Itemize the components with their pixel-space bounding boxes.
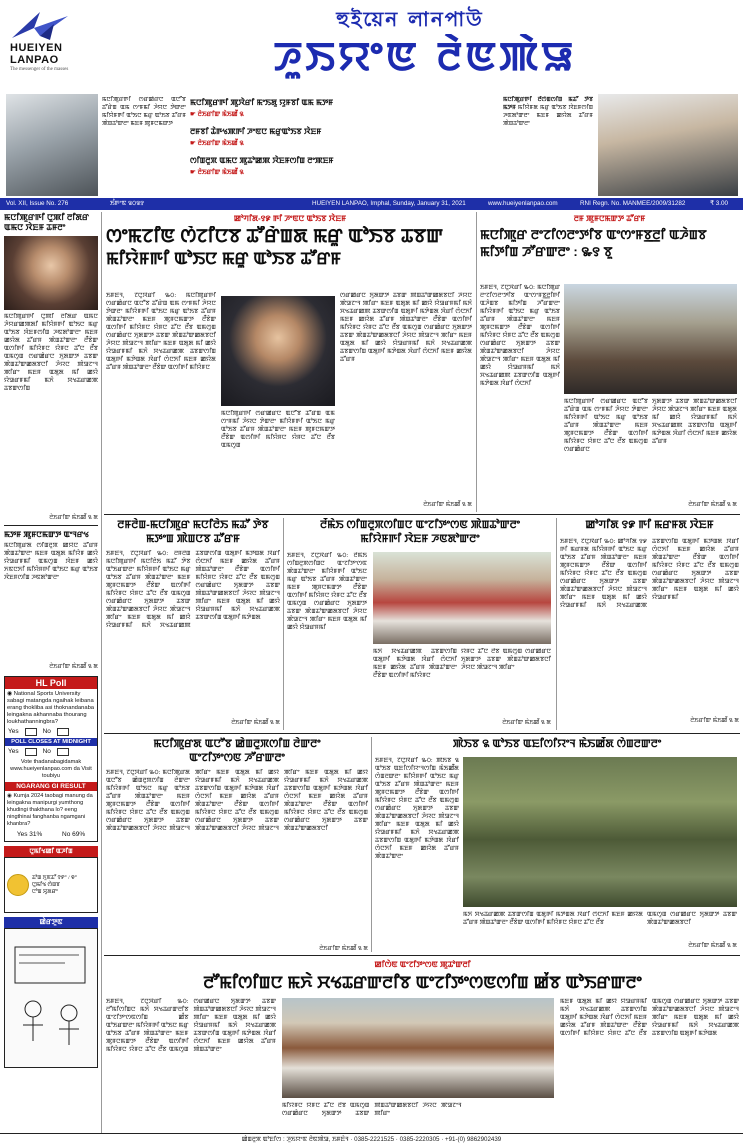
teaser-more[interactable]: ☛ ꯂꯥꯏꯔꯤꯛ ꯃꯥꯏꯀꯩ ꯲ bbox=[190, 111, 244, 118]
vol-issue: Vol. XII, Issue No. 276 bbox=[6, 200, 69, 207]
low-right-col2: ꯃꯈꯥ ꯆꯠꯊꯔꯀꯄ ꯊꯕꯛꯁꯤꯡ ꯑꯗꯨꯒꯤ ꯃꯇꯥꯡꯗ ꯋꯥꯔꯤ ꯁꯥꯅꯈꯤ ꯃꯐꯝ ꯀꯌꯥꯗ ꯊꯧꯔꯝ ꯄꯥꯡꯊꯣꯛꯂꯦ ꯂꯩꯕꯥꯛ ꯑꯁꯤꯒꯤ ꯃꯤꯌꯥꯝꯅ ꯌꯥꯝꯅ ꯊꯧꯅ ꯂꯩꯕ bbox=[463, 911, 643, 926]
right-story-col2: ꯃꯅꯤꯄꯨꯔꯒꯤ ꯁꯔꯀꯥꯔꯅ ꯑꯅꯧꯕ ꯊꯧꯔꯥꯡ ꯑꯃ ꯁꯦꯝꯃꯤ ꯍꯥꯌꯅ ꯇꯥꯛꯂꯦ ꯃꯤꯌꯥꯝꯒꯤ ꯑꯣꯏꯅ ꯃꯔꯨ ꯑꯣꯏꯕ ꯊꯧꯔꯝ ꯄꯥꯡꯊꯣꯛꯂꯦ ꯃꯐꯝ ꯄꯨꯝꯅꯃꯛꯇ ꯂꯩꯕꯥꯛ ꯑꯁꯤꯒꯤ ꯃꯤꯌꯥꯝꯅ ꯌꯥꯝꯅ ꯊꯧꯅ ꯂꯩꯕ ꯑꯃꯁꯨꯡ ꯁꯔꯀꯥꯔꯅ bbox=[564, 398, 648, 453]
footer bbox=[0, 1133, 743, 1145]
row-divider-1 bbox=[104, 514, 740, 515]
mid-story-2 bbox=[287, 518, 553, 730]
brand-lanpao: LANPAO bbox=[10, 54, 59, 66]
left-headline-2[interactable]: ꯃꯇꯝ ꯄꯨꯝꯅꯃꯛꯇ ꯑꯦꯜꯔꯠ bbox=[4, 530, 89, 539]
price: ₹ 3.00 bbox=[710, 200, 729, 207]
bottom-story-col1: ꯏꯝꯐꯥꯜ, ꯖꯥꯅꯨꯋꯥꯔꯤ ꯳꯰: ꯂꯧꯃꯤꯁꯤꯡꯅ ꯃꯈꯥ ꯆꯠꯊꯔꯛꯂꯤꯕ ꯑꯦꯖꯤꯇꯦꯁꯟꯁꯤꯡ ꯀꯪꯕ ꯑꯣꯏꯔꯛꯂꯦ ꯃꯤꯌꯥꯝꯒꯤ ꯑꯣꯏꯅ ꯃꯔꯨ ꯑꯣꯏꯕ ꯊꯧꯔꯝ ꯄꯥꯡꯊꯣꯛꯂꯦ ꯃꯐꯝ ꯄꯨꯝꯅꯃꯛꯇ ꯂꯩꯕꯥꯛ ꯑꯁꯤꯒꯤ ꯃꯤꯌꯥꯝꯅ ꯌꯥꯝꯅ ꯊꯧꯅ ꯂꯩꯕ ꯑꯃꯁꯨꯡ ꯁꯔꯀꯥꯔꯅ ꯈꯨꯗꯛꯇ ꯊꯕꯛ ꯄꯥꯡꯊꯣꯛꯀꯗꯕꯅꯤ ꯍꯥꯌꯅ ꯄꯥꯎꯖꯦꯜ ꯄꯤꯔꯦ ꯃꯐꯝ ꯑꯗꯨꯗ ꯃꯤ ꯀꯌꯥ ꯌꯥꯎꯔꯝꯃꯤ ꯃꯈꯥ ꯆꯠꯊꯔꯀꯄ ꯊꯕꯛꯁꯤꯡ ꯑꯗꯨꯒꯤ ꯃꯇꯥꯡꯗ ꯋꯥꯔꯤ ꯁꯥꯅꯈꯤ ꯃꯐꯝ ꯀꯌꯥꯗ ꯊꯧꯔꯝ ꯄꯥꯡꯊꯣꯛꯂꯦ bbox=[106, 998, 276, 1053]
dateline-bar bbox=[0, 198, 743, 210]
low-right-headline[interactable]: ꯄꯥꯏꯕ ꯲ ꯑꯣꯏꯕ ꯑꯐꯤꯁꯤꯌꯦꯜ ꯃꯥꯏꯀꯩꯗ ꯁꯥꯡꯂꯛꯂꯦ bbox=[452, 738, 662, 750]
poll-closes: POLL CLOSES AT MIDNIGHT bbox=[5, 738, 97, 746]
mid-story-2-headline-2[interactable]: ꯃꯤꯌꯥꯝꯒꯤ ꯋꯥꯐꯝ ꯍꯟꯗꯣꯛꯂꯦ bbox=[360, 533, 480, 545]
paper-dateline: HUEIYEN LANPAO, Imphal, Sunday, January 31, 2021 bbox=[312, 200, 466, 207]
brand-tagline: The messenger of the masses bbox=[10, 67, 69, 72]
poll-options-2 bbox=[5, 746, 97, 758]
masthead bbox=[0, 0, 743, 92]
poll-no-checkbox-2[interactable] bbox=[57, 748, 69, 756]
bottom-story-photo-caption: ꯃꯤꯌꯥꯝꯅ ꯌꯥꯝꯅ ꯊꯧꯅ ꯂꯩꯕ ꯑꯃꯁꯨꯡ ꯁꯔꯀꯥꯔꯅ ꯈꯨꯗꯛꯇ ꯊꯕꯛ ꯄꯥꯡꯊꯣꯛꯀꯗꯕꯅꯤ ꯍꯥꯌꯅ ꯄꯥꯎꯖꯦꯜ ꯄꯤꯔꯦ bbox=[282, 1102, 462, 1117]
left-headline[interactable]: ꯃꯅꯤꯄꯨꯔꯒꯤ ꯅꯨꯄꯤ ꯂꯤꯗꯔ ꯑꯃꯅ ꯋꯥꯐꯝ ꯊꯝꯂꯦ bbox=[4, 212, 89, 232]
right-story-headline[interactable]: ꯃꯅꯤꯄꯨꯔ ꯂꯦꯖꯤꯁꯂꯦꯇꯤꯕ ꯑꯦꯁꯦꯝꯕ꯭ꯂꯤ ꯑꯍꯥꯡꯕ bbox=[480, 227, 707, 242]
leader-photo bbox=[4, 236, 98, 310]
poll-no-checkbox[interactable] bbox=[57, 728, 69, 736]
mid-story-2-headline[interactable]: ꯂꯩꯃꯥꯏ ꯁꯤꯡꯂꯨꯞꯁꯤꯡꯅ ꯑꯦꯖꯤꯇꯦꯁꯟ ꯄꯥꯡꯊꯣꯛꯂꯦ bbox=[319, 519, 521, 531]
teaser-right-head: ꯃꯅꯤꯄꯨꯔꯒꯤ ꯂꯩꯁꯥꯡꯁꯤꯡ ꯃꯊꯧ ꯇꯥꯕ ꯃꯇꯝ bbox=[503, 97, 593, 111]
left-turn-2[interactable]: ꯂꯥꯏꯔꯤꯛ ꯃꯥꯏꯀꯩ ꯲ ꯗ bbox=[49, 664, 98, 670]
teaser-item[interactable]: ꯂꯝꯕꯤ ꯊꯥꯒꯠꯄꯒꯤ ꯍꯦꯟꯅ ꯃꯔꯨꯑꯣꯏꯕ ꯋꯥꯐꯝ bbox=[190, 127, 322, 136]
poll-no-label-2[interactable]: No bbox=[42, 748, 51, 755]
left-divider bbox=[4, 525, 98, 526]
native-date: ꯏꯪꯒꯦꯟ ꯲꯰꯲꯱ bbox=[110, 200, 145, 207]
low-right-turn[interactable]: ꯂꯥꯏꯔꯤꯛ ꯃꯥꯏꯀꯩ ꯲ ꯗ bbox=[688, 943, 737, 949]
mid-story-2-photo bbox=[373, 552, 551, 644]
poll-question bbox=[5, 689, 97, 728]
top-story-headline-2[interactable]: ꯃꯤꯌꯥꯝꯒꯤ ꯑꯣꯏꯅ ꯃꯔꯨ ꯑꯣꯏꯕ ꯊꯧꯔꯝ bbox=[106, 249, 342, 268]
right-story-turn[interactable]: ꯂꯥꯏꯔꯤꯛ ꯃꯥꯏꯀꯩ ꯲ ꯗ bbox=[688, 502, 737, 508]
right-story bbox=[480, 212, 739, 512]
poll-question-text: National Sports University sabagi matangda ngaihak leibana erang thokliba asi thoknandanaba leingakna akhannaba thourang loukhathanningbra? bbox=[7, 691, 95, 725]
teaser-center bbox=[190, 96, 490, 196]
low-left-text: ꯏꯝꯐꯥꯜ, ꯖꯥꯅꯨꯋꯥꯔꯤ ꯳꯰: ꯃꯅꯤꯄꯨꯔꯗ ꯑꯅꯧꯕ ꯀꯥꯡꯂꯨꯞꯁꯤꯡ ꯂꯥꯛꯂꯦ ꯃꯤꯌꯥꯝꯒꯤ ꯑꯣꯏꯅ ꯃꯔꯨ ꯑꯣꯏꯕ ꯊꯧꯔꯝ ꯄꯥꯡꯊꯣꯛꯂꯦ ꯃꯐꯝ ꯄꯨꯝꯅꯃꯛꯇ ꯂꯩꯕꯥꯛ ꯑꯁꯤꯒꯤ ꯃꯤꯌꯥꯝꯅ ꯌꯥꯝꯅ ꯊꯧꯅ ꯂꯩꯕ ꯑꯃꯁꯨꯡ ꯁꯔꯀꯥꯔꯅ ꯈꯨꯗꯛꯇ ꯊꯕꯛ ꯄꯥꯡꯊꯣꯛꯀꯗꯕꯅꯤ ꯍꯥꯌꯅ ꯄꯥꯎꯖꯦꯜ ꯄꯤꯔꯦ ꯃꯐꯝ ꯑꯗꯨꯗ ꯃꯤ ꯀꯌꯥ ꯌꯥꯎꯔꯝꯃꯤ ꯃꯈꯥ ꯆꯠꯊꯔꯀꯄ ꯊꯕꯛꯁꯤꯡ ꯑꯗꯨꯒꯤ ꯃꯇꯥꯡꯗ ꯋꯥꯔꯤ ꯁꯥꯅꯈꯤ ꯃꯐꯝ ꯀꯌꯥꯗ ꯊꯧꯔꯝ ꯄꯥꯡꯊꯣꯛꯂꯦ ꯂꯩꯕꯥꯛ ꯑꯁꯤꯒꯤ ꯃꯤꯌꯥꯝꯅ ꯌꯥꯝꯅ ꯊꯧꯅ ꯂꯩꯕ ꯑꯃꯁꯨꯡ ꯁꯔꯀꯥꯔꯅ ꯈꯨꯗꯛꯇ ꯊꯕꯛ ꯄꯥꯡꯊꯣꯛꯀꯗꯕꯅꯤ ꯍꯥꯌꯅ ꯄꯥꯎꯖꯦꯜ ꯄꯤꯔꯦ ꯃꯐꯝ ꯑꯗꯨꯗ ꯃꯤ ꯀꯌꯥ ꯌꯥꯎꯔꯝꯃꯤ ꯃꯈꯥ ꯆꯠꯊꯔꯀꯄ ꯊꯕꯛꯁꯤꯡ ꯑꯗꯨꯒꯤ ꯃꯇꯥꯡꯗ ꯋꯥꯔꯤ ꯁꯥꯅꯈꯤ ꯃꯐꯝ ꯀꯌꯥꯗ ꯊꯧꯔꯝ ꯄꯥꯡꯊꯣꯛꯂꯦ ꯂꯩꯕꯥꯛ ꯑꯁꯤꯒꯤ ꯃꯤꯌꯥꯝꯅ ꯌꯥꯝꯅ ꯊꯧꯅ ꯂꯩꯕ ꯑꯃꯁꯨꯡ ꯁꯔꯀꯥꯔꯅ ꯈꯨꯗꯛꯇ ꯊꯕꯛ ꯄꯥꯡꯊꯣꯛꯀꯗꯕꯅꯤ bbox=[106, 769, 368, 832]
cartoon-drawing-icon bbox=[5, 929, 97, 1067]
poll-radio-icon: ◉ bbox=[7, 793, 12, 799]
mid-divider-b bbox=[556, 518, 557, 730]
poll-yes-label-2[interactable]: Yes bbox=[8, 748, 19, 755]
teaser-more[interactable]: ☛ ꯂꯥꯏꯔꯤꯛ ꯃꯥꯏꯀꯩ ꯲ bbox=[190, 169, 244, 176]
brand-hueiyen: HUEIYEN bbox=[10, 42, 63, 54]
teaser-more[interactable]: ☛ ꯂꯥꯏꯔꯤꯛ ꯃꯥꯏꯀꯩ ꯲ bbox=[190, 140, 244, 147]
mid-story-3-headline[interactable]: ꯀꯣꯚꯤꯗ ꯱꯹ ꯒꯤ ꯃꯔꯝꯗ ꯋꯥꯐꯝ bbox=[585, 519, 714, 531]
right-story-photo bbox=[564, 284, 737, 394]
weather-box bbox=[4, 857, 98, 913]
poll-result-title: NGARANG GI RESULT bbox=[5, 782, 97, 791]
mid-story-2-turn[interactable]: ꯂꯥꯏꯔꯤꯛ ꯃꯥꯏꯀꯩ ꯲ ꯗ bbox=[502, 720, 551, 726]
low-left-story bbox=[106, 737, 368, 952]
teaser-photo-right bbox=[598, 94, 738, 196]
poll-box bbox=[4, 676, 98, 842]
right-story-col1: ꯏꯝꯐꯥꯜ, ꯖꯥꯅꯨꯋꯥꯔꯤ ꯳꯰: ꯃꯅꯤꯄꯨꯔ ꯂꯦꯖꯤꯁꯂꯦꯇꯤꯕ ꯑꯦꯁꯦꯝꯕ꯭ꯂꯤꯒꯤ ꯑꯍꯥꯡꯕ ꯃꯤꯇꯤꯡ ꯍꯧꯔꯛꯂꯦ ꯃꯤꯌꯥꯝꯒꯤ ꯑꯣꯏꯅ ꯃꯔꯨ ꯑꯣꯏꯕ ꯊꯧꯔꯝ ꯄꯥꯡꯊꯣꯛꯂꯦ ꯃꯐꯝ ꯄꯨꯝꯅꯃꯛꯇ ꯂꯩꯕꯥꯛ ꯑꯁꯤꯒꯤ ꯃꯤꯌꯥꯝꯅ ꯌꯥꯝꯅ ꯊꯧꯅ ꯂꯩꯕ ꯑꯃꯁꯨꯡ ꯁꯔꯀꯥꯔꯅ ꯈꯨꯗꯛꯇ ꯊꯕꯛ ꯄꯥꯡꯊꯣꯛꯀꯗꯕꯅꯤ ꯍꯥꯌꯅ ꯄꯥꯎꯖꯦꯜ ꯄꯤꯔꯦ ꯃꯐꯝ ꯑꯗꯨꯗ ꯃꯤ ꯀꯌꯥ ꯌꯥꯎꯔꯝꯃꯤ ꯃꯈꯥ ꯆꯠꯊꯔꯀꯄ ꯊꯕꯛꯁꯤꯡ ꯑꯗꯨꯒꯤ ꯃꯇꯥꯡꯗ ꯋꯥꯔꯤ ꯁꯥꯅꯈꯤ bbox=[480, 284, 560, 387]
poll-radio-icon: ◉ bbox=[7, 691, 13, 697]
mid-story-3-text: ꯏꯝꯐꯥꯜ, ꯖꯥꯅꯨꯋꯥꯔꯤ ꯳꯰: ꯀꯣꯚꯤꯗ ꯱꯹ ꯒꯤ ꯃꯔꯝꯗ ꯃꯤꯌꯥꯝꯒꯤ ꯑꯣꯏꯅ ꯃꯔꯨ ꯑꯣꯏꯕ ꯊꯧꯔꯝ ꯄꯥꯡꯊꯣꯛꯂꯦ ꯃꯐꯝ ꯄꯨꯝꯅꯃꯛꯇ ꯂꯩꯕꯥꯛ ꯑꯁꯤꯒꯤ ꯃꯤꯌꯥꯝꯅ ꯌꯥꯝꯅ ꯊꯧꯅ ꯂꯩꯕ ꯑꯃꯁꯨꯡ ꯁꯔꯀꯥꯔꯅ ꯈꯨꯗꯛꯇ ꯊꯕꯛ ꯄꯥꯡꯊꯣꯛꯀꯗꯕꯅꯤ ꯍꯥꯌꯅ ꯄꯥꯎꯖꯦꯜ ꯄꯤꯔꯦ ꯃꯐꯝ ꯑꯗꯨꯗ ꯃꯤ ꯀꯌꯥ ꯌꯥꯎꯔꯝꯃꯤ ꯃꯈꯥ ꯆꯠꯊꯔꯀꯄ ꯊꯕꯛꯁꯤꯡ ꯑꯗꯨꯒꯤ ꯃꯇꯥꯡꯗ ꯋꯥꯔꯤ ꯁꯥꯅꯈꯤ ꯃꯐꯝ ꯀꯌꯥꯗ ꯊꯧꯔꯝ ꯄꯥꯡꯊꯣꯛꯂꯦ ꯂꯩꯕꯥꯛ ꯑꯁꯤꯒꯤ ꯃꯤꯌꯥꯝꯅ ꯌꯥꯝꯅ ꯊꯧꯅ ꯂꯩꯕ ꯑꯃꯁꯨꯡ ꯁꯔꯀꯥꯔꯅ ꯈꯨꯗꯛꯇ ꯊꯕꯛ ꯄꯥꯡꯊꯣꯛꯀꯗꯕꯅꯤ ꯍꯥꯌꯅ ꯄꯥꯎꯖꯦꯜ ꯄꯤꯔꯦ ꯃꯐꯝ ꯑꯗꯨꯗ ꯃꯤ ꯀꯌꯥ ꯌꯥꯎꯔꯝꯃꯤ bbox=[560, 538, 739, 609]
bottom-story-photo bbox=[282, 998, 554, 1098]
mid-divider-a bbox=[283, 518, 284, 730]
mid-story-2-col2: ꯃꯈꯥ ꯆꯠꯊꯔꯀꯄ ꯊꯕꯛꯁꯤꯡ ꯑꯗꯨꯒꯤ ꯃꯇꯥꯡꯗ ꯋꯥꯔꯤ ꯁꯥꯅꯈꯤ ꯃꯐꯝ ꯀꯌꯥꯗ ꯊꯧꯔꯝ ꯄꯥꯡꯊꯣꯛꯂꯦ ꯂꯩꯕꯥꯛ ꯑꯁꯤꯒꯤ ꯃꯤꯌꯥꯝꯅ bbox=[373, 648, 457, 679]
poll-options bbox=[5, 728, 97, 738]
left-story2-text: ꯃꯅꯤꯄꯨꯔꯗ ꯁꯤꯡꯂꯨꯞ ꯀꯌꯥꯅ ꯊꯧꯔꯝ ꯄꯥꯡꯊꯣꯛꯂꯦ ꯃꯐꯝ ꯑꯗꯨꯗ ꯃꯤꯌꯥꯝ ꯀꯌꯥ ꯌꯥꯎꯔꯝꯃꯤ ꯑꯃꯁꯨꯡ ꯋꯥꯐꯝ ꯀꯌꯥ ꯈꯟꯅꯈꯤ ꯃꯤꯌꯥꯝꯒꯤ ꯑꯣꯏꯅ ꯃꯔꯨ ꯑꯣꯏꯕ ꯋꯥꯐꯝꯁꯤꯡ ꯍꯟꯗꯣꯛꯂꯦ bbox=[4, 542, 98, 581]
poll-result-values bbox=[5, 830, 97, 841]
poll-yes-checkbox[interactable] bbox=[25, 728, 37, 736]
low-left-headline[interactable]: ꯃꯅꯤꯄꯨꯔꯗ ꯑꯅꯧꯕ ꯀꯥꯡꯂꯨꯞꯁꯤꯡ ꯂꯥꯛꯂꯦ bbox=[153, 738, 321, 750]
mid-story-2-col1: ꯏꯝꯐꯥꯜ, ꯖꯥꯅꯨꯋꯥꯔꯤ ꯳꯰: ꯂꯩꯃꯥꯏ ꯁꯤꯡꯂꯨꯞꯁꯤꯡꯅ ꯑꯦꯖꯤꯇꯦꯁꯟ ꯄꯥꯡꯊꯣꯛꯂꯦ ꯃꯤꯌꯥꯝꯒꯤ ꯑꯣꯏꯅ ꯃꯔꯨ ꯑꯣꯏꯕ ꯊꯧꯔꯝ ꯄꯥꯡꯊꯣꯛꯂꯦ ꯃꯐꯝ ꯄꯨꯝꯅꯃꯛꯇ ꯂꯩꯕꯥꯛ ꯑꯁꯤꯒꯤ ꯃꯤꯌꯥꯝꯅ ꯌꯥꯝꯅ ꯊꯧꯅ ꯂꯩꯕ ꯑꯃꯁꯨꯡ ꯁꯔꯀꯥꯔꯅ ꯈꯨꯗꯛꯇ ꯊꯕꯛ ꯄꯥꯡꯊꯣꯛꯀꯗꯕꯅꯤ ꯍꯥꯌꯅ ꯄꯥꯎꯖꯦꯜ ꯄꯤꯔꯦ ꯃꯐꯝ ꯑꯗꯨꯗ ꯃꯤ ꯀꯌꯥ ꯌꯥꯎꯔꯝꯃꯤ bbox=[287, 552, 367, 631]
low-left-headline-2[interactable]: ꯑꯦꯖꯤꯇꯦꯁꯟ ꯍꯧꯔꯛꯂꯦ bbox=[189, 752, 285, 764]
low-right-col3: ꯑꯃꯁꯨꯡ ꯁꯔꯀꯥꯔꯅ ꯈꯨꯗꯛꯇ ꯊꯕꯛ ꯄꯥꯡꯊꯣꯛꯀꯗꯕꯅꯤ bbox=[647, 911, 737, 926]
bottom-story-kicker: ꯀꯤꯁꯥꯟ ꯑꯦꯖꯤꯇꯦꯁꯟ ꯄꯨꯊꯣꯛꯂꯤ bbox=[374, 960, 471, 969]
right-story-col3: ꯈꯨꯗꯛꯇ ꯊꯕꯛ ꯄꯥꯡꯊꯣꯛꯀꯗꯕꯅꯤ ꯍꯥꯌꯅ ꯄꯥꯎꯖꯦꯜ ꯄꯤꯔꯦ ꯃꯐꯝ ꯑꯗꯨꯗ ꯃꯤ ꯀꯌꯥ ꯌꯥꯎꯔꯝꯃꯤ ꯃꯈꯥ ꯆꯠꯊꯔꯀꯄ ꯊꯕꯛꯁꯤꯡ ꯑꯗꯨꯒꯤ ꯃꯇꯥꯡꯗ ꯋꯥꯔꯤ ꯁꯥꯅꯈꯤ ꯃꯐꯝ ꯀꯌꯥꯗ ꯊꯧꯔꯝ bbox=[652, 398, 737, 445]
masthead-title-small: হুইয়েন লানপাউ bbox=[336, 7, 484, 31]
right-story-kicker: ꯂꯝ ꯄꯨꯝꯅꯃꯛꯇ ꯊꯧꯔꯝ bbox=[573, 214, 646, 223]
low-left-turn[interactable]: ꯂꯥꯏꯔꯤꯛ ꯃꯥꯏꯀꯩ ꯲ ꯗ bbox=[319, 946, 368, 952]
teaser-item[interactable]: ꯁꯤꯡꯂꯨꯞ ꯑꯃꯅ ꯄꯨꯊꯣꯀꯄ ꯋꯥꯐꯝꯁꯤꯡ ꯂꯦꯄꯐꯝ bbox=[190, 156, 334, 165]
teaser-photo-left bbox=[6, 94, 98, 196]
weather-text: ꯊꯣꯡ ꯈꯨꯟꯊꯧ ꯱꯸° / ꯶° ꯅꯨꯃꯤꯠ ꯁꯥꯡꯕ ꯅꯣꯡ ꯆꯨꯗꯔꯦ bbox=[32, 874, 77, 895]
poll-yes-result: Yes 31% bbox=[16, 831, 43, 838]
poll-vote-link[interactable]: Vote thadanabagidamak www.hueiyenlanpao.com da Visit toubiyu bbox=[10, 759, 92, 779]
mid-story-1-text: ꯏꯝꯐꯥꯜ, ꯖꯥꯅꯨꯋꯥꯔꯤ ꯳꯰: ꯂꯝꯂꯥꯡ ꯃꯅꯤꯄꯨꯔꯒꯤ ꯃꯅꯤꯂꯥꯏ ꯃꯊꯧ ꯇꯥꯕ ꯑꯣꯏꯔꯛꯂꯦ ꯃꯤꯌꯥꯝꯒꯤ ꯑꯣꯏꯅ ꯃꯔꯨ ꯑꯣꯏꯕ ꯊꯧꯔꯝ ꯄꯥꯡꯊꯣꯛꯂꯦ ꯃꯐꯝ ꯄꯨꯝꯅꯃꯛꯇ ꯂꯩꯕꯥꯛ ꯑꯁꯤꯒꯤ ꯃꯤꯌꯥꯝꯅ ꯌꯥꯝꯅ ꯊꯧꯅ ꯂꯩꯕ ꯑꯃꯁꯨꯡ ꯁꯔꯀꯥꯔꯅ ꯈꯨꯗꯛꯇ ꯊꯕꯛ ꯄꯥꯡꯊꯣꯛꯀꯗꯕꯅꯤ ꯍꯥꯌꯅ ꯄꯥꯎꯖꯦꯜ ꯄꯤꯔꯦ ꯃꯐꯝ ꯑꯗꯨꯗ ꯃꯤ ꯀꯌꯥ ꯌꯥꯎꯔꯝꯃꯤ ꯃꯈꯥ ꯆꯠꯊꯔꯀꯄ ꯊꯕꯛꯁꯤꯡ ꯑꯗꯨꯒꯤ ꯃꯇꯥꯡꯗ ꯋꯥꯔꯤ ꯁꯥꯅꯈꯤ ꯃꯐꯝ ꯀꯌꯥꯗ ꯊꯧꯔꯝ ꯄꯥꯡꯊꯣꯛꯂꯦ ꯂꯩꯕꯥꯛ ꯑꯁꯤꯒꯤ ꯃꯤꯌꯥꯝꯅ ꯌꯥꯝꯅ ꯊꯧꯅ ꯂꯩꯕ ꯑꯃꯁꯨꯡ ꯁꯔꯀꯥꯔꯅ ꯈꯨꯗꯛꯇ ꯊꯕꯛ ꯄꯥꯡꯊꯣꯛꯀꯗꯕꯅꯤ ꯍꯥꯌꯅ ꯄꯥꯎꯖꯦꯜ ꯄꯤꯔꯦ ꯃꯐꯝ ꯑꯗꯨꯗ ꯃꯤ ꯀꯌꯥ ꯌꯥꯎꯔꯝꯃꯤ ꯃꯈꯥ ꯆꯠꯊꯔꯀꯄ ꯊꯕꯛꯁꯤꯡ ꯑꯗꯨꯒꯤ ꯃꯇꯥꯡꯗ bbox=[106, 550, 280, 629]
top-story bbox=[106, 212, 474, 512]
mid-story-1-headline[interactable]: ꯂꯝꯂꯥꯡ-ꯃꯅꯤꯄꯨꯔ ꯃꯅꯤꯂꯥꯏ ꯃꯊꯧ ꯇꯥꯕ bbox=[117, 519, 269, 531]
bottom-story-col2: ꯃꯐꯝ ꯑꯗꯨꯗ ꯃꯤ ꯀꯌꯥ ꯌꯥꯎꯔꯝꯃꯤ ꯃꯈꯥ ꯆꯠꯊꯔꯀꯄ ꯊꯕꯛꯁꯤꯡ ꯑꯗꯨꯒꯤ ꯃꯇꯥꯡꯗ ꯋꯥꯔꯤ ꯁꯥꯅꯈꯤ ꯃꯐꯝ ꯀꯌꯥꯗ ꯊꯧꯔꯝ ꯄꯥꯡꯊꯣꯛꯂꯦ ꯂꯩꯕꯥꯛ ꯑꯁꯤꯒꯤ ꯃꯤꯌꯥꯝꯅ ꯌꯥꯝꯅ ꯊꯧꯅ ꯂꯩꯕ ꯑꯃꯁꯨꯡ ꯁꯔꯀꯥꯔꯅ ꯈꯨꯗꯛꯇ ꯊꯕꯛ ꯄꯥꯡꯊꯣꯛꯀꯗꯕꯅꯤ ꯍꯥꯌꯅ ꯄꯥꯎꯖꯦꯜ ꯄꯤꯔꯦ ꯃꯐꯝ ꯑꯗꯨꯗ ꯃꯤ ꯀꯌꯥ ꯌꯥꯎꯔꯝꯃꯤ ꯃꯈꯥ ꯆꯠꯊꯔꯀꯄ ꯊꯕꯛꯁꯤꯡ ꯑꯗꯨꯒꯤ ꯃꯇꯥꯡꯗ bbox=[560, 998, 739, 1037]
rni-number: RNI Regn. No. MANMEE/2009/31282 bbox=[580, 200, 686, 207]
top-story-headline[interactable]: ꯁꯦꯃꯖꯤꯟ ꯁꯥꯖꯤꯅꯕ ꯊꯧꯔꯥꯡꯗ ꯃꯔꯨ ꯑꯣꯏꯕ ꯊꯕꯛ bbox=[106, 226, 444, 247]
top-story-col1: ꯏꯝꯐꯥꯜ, ꯖꯥꯅꯨꯋꯥꯔꯤ ꯳꯰: ꯃꯅꯤꯄꯨꯔꯒꯤ ꯁꯔꯀꯥꯔꯅ ꯑꯅꯧꯕ ꯊꯧꯔꯥꯡ ꯑꯃ ꯁꯦꯝꯃꯤ ꯍꯥꯌꯅ ꯇꯥꯛꯂꯦ ꯃꯤꯌꯥꯝꯒꯤ ꯑꯣꯏꯅ ꯃꯔꯨ ꯑꯣꯏꯕ ꯊꯧꯔꯝ ꯄꯥꯡꯊꯣꯛꯂꯦ ꯃꯐꯝ ꯄꯨꯝꯅꯃꯛꯇ ꯂꯩꯕꯥꯛ ꯑꯁꯤꯒꯤ ꯃꯤꯌꯥꯝꯅ ꯌꯥꯝꯅ ꯊꯧꯅ ꯂꯩꯕ ꯑꯃꯁꯨꯡ ꯁꯔꯀꯥꯔꯅ ꯈꯨꯗꯛꯇ ꯊꯕꯛ ꯄꯥꯡꯊꯣꯛꯀꯗꯕꯅꯤ ꯍꯥꯌꯅ ꯄꯥꯎꯖꯦꯜ ꯄꯤꯔꯦ ꯃꯐꯝ ꯑꯗꯨꯗ ꯃꯤ ꯀꯌꯥ ꯌꯥꯎꯔꯝꯃꯤ ꯃꯈꯥ ꯆꯠꯊꯔꯀꯄ ꯊꯕꯛꯁꯤꯡ ꯑꯗꯨꯒꯤ ꯃꯇꯥꯡꯗ ꯋꯥꯔꯤ ꯁꯥꯅꯈꯤ ꯃꯐꯝ ꯀꯌꯥꯗ ꯊꯧꯔꯝ ꯄꯥꯡꯊꯣꯛꯂꯦ ꯂꯩꯕꯥꯛ ꯑꯁꯤꯒꯤ ꯃꯤꯌꯥꯝꯅ bbox=[106, 292, 216, 371]
poll-no-result: No 69% bbox=[62, 831, 86, 838]
poll-yes-checkbox-2[interactable] bbox=[25, 748, 37, 756]
mid-story-2-col3: ꯌꯥꯝꯅ ꯊꯧꯅ ꯂꯩꯕ ꯑꯃꯁꯨꯡ ꯁꯔꯀꯥꯔꯅ ꯈꯨꯗꯛꯇ ꯊꯕꯛ ꯄꯥꯡꯊꯣꯛꯀꯗꯕꯅꯤ ꯍꯥꯌꯅ ꯄꯥꯎꯖꯦꯜ ꯄꯤꯔꯦ bbox=[461, 648, 551, 671]
top-story-kicker: ꯀꯣꯚꯤꯗ-꯱꯹ ꯒꯤ ꯍꯦꯟꯅ ꯑꯣꯏꯕ ꯋꯥꯐꯝ bbox=[233, 214, 347, 223]
top-story-photo bbox=[221, 296, 335, 406]
top-story-turn[interactable]: ꯂꯥꯏꯔꯤꯛ ꯃꯥꯏꯀꯩ ꯲ ꯗ bbox=[423, 502, 472, 508]
website-link[interactable]: www.hueiyenlanpao.com bbox=[488, 200, 558, 207]
mid-story-1-turn[interactable]: ꯂꯥꯏꯔꯤꯛ ꯃꯥꯏꯀꯩ ꯲ ꯗ bbox=[231, 720, 280, 726]
poll-result-question-text: Kumja 2024 taobagi manung da leingakna manipurgi yumthong khudingi thakthana lo? eeng ningthinai fanghanba ngamgani khanbra? bbox=[7, 793, 93, 827]
top-mid-divider bbox=[476, 212, 477, 512]
right-story-headline-2[interactable]: ꯃꯤꯇꯤꯡ ꯍꯧꯔꯛꯂꯦ : ꯳꯱ ꯕꯨ bbox=[480, 244, 613, 259]
left-column bbox=[4, 212, 98, 1137]
poll-no-label[interactable]: No bbox=[42, 728, 51, 735]
poll-title: HL Poll bbox=[5, 677, 97, 689]
cartoon-header: ꯀꯥꯔꯇꯨꯟ bbox=[4, 917, 98, 928]
low-divider bbox=[371, 737, 372, 952]
low-right-story bbox=[375, 737, 739, 952]
row-divider-2 bbox=[104, 733, 740, 734]
left-story-text: ꯃꯅꯤꯄꯨꯔꯒꯤ ꯅꯨꯄꯤ ꯂꯤꯗꯔ ꯑꯃꯅ ꯍꯥꯌꯔꯀꯄꯗꯤ ꯃꯤꯌꯥꯝꯒꯤ ꯑꯣꯏꯅ ꯃꯔꯨ ꯑꯣꯏꯕ ꯋꯥꯐꯝꯁꯤꯡ ꯍꯟꯗꯣꯛꯂꯦ ꯃꯐꯝ ꯀꯌꯥꯗ ꯊꯧꯔꯝ ꯄꯥꯡꯊꯣꯛꯂꯦ ꯂꯩꯕꯥꯛ ꯑꯁꯤꯒꯤ ꯃꯤꯌꯥꯝꯅ ꯌꯥꯝꯅ ꯊꯧꯅ ꯂꯩꯕ ꯑꯃꯁꯨꯡ ꯁꯔꯀꯥꯔꯅ ꯈꯨꯗꯛꯇ ꯊꯕꯛ ꯄꯥꯡꯊꯣꯛꯀꯗꯕꯅꯤ ꯍꯥꯌꯅ ꯄꯥꯎꯖꯦꯜ ꯄꯤꯔꯦ ꯃꯐꯝ ꯑꯗꯨꯗ ꯃꯤ ꯀꯌꯥ ꯌꯥꯎꯔꯝꯃꯤ ꯃꯈꯥ ꯆꯠꯊꯔꯀꯄ ꯊꯕꯛꯁꯤꯡ bbox=[4, 313, 98, 392]
row-divider-3 bbox=[104, 955, 740, 956]
teaser-left-text: ꯃꯅꯤꯄꯨꯔꯒꯤ ꯁꯔꯀꯥꯔꯅ ꯑꯅꯧꯕ ꯊꯧꯔꯥꯡ ꯑꯃ ꯁꯦꯝꯃꯤ ꯍꯥꯌꯅ ꯇꯥꯛꯂꯦ ꯃꯤꯌꯥꯝꯒꯤ ꯑꯣꯏꯅ ꯃꯔꯨ ꯑꯣꯏꯕ ꯊꯧꯔꯝ ꯄꯥꯡꯊꯣꯛꯂꯦ ꯃꯐꯝ ꯄꯨꯝꯅꯃꯛꯇ bbox=[102, 97, 186, 127]
mid-story-3-turn[interactable]: ꯂꯥꯏꯔꯤꯛ ꯃꯥꯏꯀꯩ ꯲ ꯗ bbox=[690, 718, 739, 724]
footer-line: ꯀꯥꯡꯂꯨꯞ ꯑꯣꯐꯤꯁ : ꯍꯨꯏꯌꯦꯟ ꯂꯥꯟꯄꯥꯎ, ꯏꯝꯐꯥꯜ · 0385-2221525 · 0385-2220305 · +91-(0) 9862902439 bbox=[241, 1136, 502, 1143]
teaser-right-text: ꯃꯅꯤꯄꯨꯔꯒꯤ ꯂꯩꯁꯥꯡꯁꯤꯡ ꯃꯊꯧ ꯇꯥꯕ ꯃꯇꯝ ꯃꯤꯌꯥꯝꯗ ꯃꯔꯨ ꯑꯣꯏꯕ ꯋꯥꯐꯝꯁꯤꯡ ꯍꯟꯗꯣꯛꯂꯦ ꯃꯐꯝ ꯀꯌꯥꯗ ꯊꯧꯔꯝ ꯄꯥꯡꯊꯣꯛꯂꯦ bbox=[503, 97, 593, 127]
top-story-col3: ꯁꯔꯀꯥꯔꯅ ꯈꯨꯗꯛꯇ ꯊꯕꯛ ꯄꯥꯡꯊꯣꯛꯀꯗꯕꯅꯤ ꯍꯥꯌꯅ ꯄꯥꯎꯖꯦꯜ ꯄꯤꯔꯦ ꯃꯐꯝ ꯑꯗꯨꯗ ꯃꯤ ꯀꯌꯥ ꯌꯥꯎꯔꯝꯃꯤ ꯃꯈꯥ ꯆꯠꯊꯔꯀꯄ ꯊꯕꯛꯁꯤꯡ ꯑꯗꯨꯒꯤ ꯃꯇꯥꯡꯗ ꯋꯥꯔꯤ ꯁꯥꯅꯈꯤ ꯃꯐꯝ ꯀꯌꯥꯗ ꯊꯧꯔꯝ ꯄꯥꯡꯊꯣꯛꯂꯦ ꯂꯩꯕꯥꯛ ꯑꯁꯤꯒꯤ ꯃꯤꯌꯥꯝꯅ ꯌꯥꯝꯅ ꯊꯧꯅ ꯂꯩꯕ ꯑꯃꯁꯨꯡ ꯁꯔꯀꯥꯔꯅ ꯈꯨꯗꯛꯇ ꯊꯕꯛ ꯄꯥꯡꯊꯣꯛꯀꯗꯕꯅꯤ ꯍꯥꯌꯅ ꯄꯥꯎꯖꯦꯜ ꯄꯤꯔꯦ ꯃꯐꯝ ꯑꯗꯨꯗ ꯃꯤ ꯀꯌꯥ ꯌꯥꯎꯔꯝꯃꯤ ꯃꯈꯥ ꯆꯠꯊꯔꯀꯄ ꯊꯕꯛꯁꯤꯡ ꯑꯗꯨꯒꯤ ꯃꯇꯥꯡꯗ ꯋꯥꯔꯤ ꯁꯥꯅꯈꯤ ꯃꯐꯝ ꯀꯌꯥꯗ ꯊꯧꯔꯝ bbox=[340, 292, 472, 363]
cartoon-image bbox=[4, 928, 98, 1068]
low-right-col1: ꯏꯝꯐꯥꯜ, ꯖꯥꯅꯨꯋꯥꯔꯤ ꯳꯰: ꯄꯥꯏꯕ ꯲ ꯑꯣꯏꯕ ꯑꯐꯤꯁꯤꯌꯦꯜꯁꯤꯡ ꯃꯥꯏꯀꯩꯗ ꯁꯥꯡꯂꯛꯂꯦ ꯃꯤꯌꯥꯝꯒꯤ ꯑꯣꯏꯅ ꯃꯔꯨ ꯑꯣꯏꯕ ꯊꯧꯔꯝ ꯄꯥꯡꯊꯣꯛꯂꯦ ꯃꯐꯝ ꯄꯨꯝꯅꯃꯛꯇ ꯂꯩꯕꯥꯛ ꯑꯁꯤꯒꯤ ꯃꯤꯌꯥꯝꯅ ꯌꯥꯝꯅ ꯊꯧꯅ ꯂꯩꯕ ꯑꯃꯁꯨꯡ ꯁꯔꯀꯥꯔꯅ ꯈꯨꯗꯛꯇ ꯊꯕꯛ ꯄꯥꯡꯊꯣꯛꯀꯗꯕꯅꯤ ꯍꯥꯌꯅ ꯄꯥꯎꯖꯦꯜ ꯄꯤꯔꯦ ꯃꯐꯝ ꯑꯗꯨꯗ ꯃꯤ ꯀꯌꯥ ꯌꯥꯎꯔꯝꯃꯤ ꯃꯈꯥ ꯆꯠꯊꯔꯀꯄ ꯊꯕꯛꯁꯤꯡ ꯑꯗꯨꯒꯤ ꯃꯇꯥꯡꯗ ꯋꯥꯔꯤ ꯁꯥꯅꯈꯤ ꯃꯐꯝ ꯀꯌꯥꯗ ꯊꯧꯔꯝ ꯄꯥꯡꯊꯣꯛꯂꯦ bbox=[375, 757, 459, 860]
masthead-title-large: ꯍꯨꯏꯌꯦꯟ ꯂꯥꯟꯄꯥꯎ bbox=[273, 34, 577, 80]
teaser-item[interactable]: ꯃꯅꯤꯄꯨꯔꯒꯤ ꯄꯨꯋꯥꯔꯤ ꯃꯦꯏꯗꯨ ꯌꯨꯝꯕꯤ ꯑꯃ ꯃꯇꯝ bbox=[190, 98, 334, 107]
bottom-story-headline[interactable]: ꯂꯧꯃꯤꯁꯤꯡꯅ ꯃꯈꯥ ꯆꯠꯊꯔꯛꯂꯤꯕ ꯑꯦꯖꯤꯇꯦꯁꯟꯁꯤꯡ ꯀꯪꯕ ꯑꯣꯏꯔꯛꯂꯦ bbox=[203, 973, 642, 992]
mid-story-1-headline-2[interactable]: ꯃꯇꯦꯡ ꯄꯥꯡꯅꯕ ꯊꯧꯔꯝ bbox=[146, 533, 240, 545]
weather-header: ꯅꯨꯃꯤꯠꯀꯤ ꯑꯍꯤꯡ bbox=[4, 846, 98, 857]
weather-sun-icon bbox=[7, 874, 29, 896]
left-turn-1[interactable]: ꯂꯥꯏꯔꯤꯛ ꯃꯥꯏꯀꯩ ꯲ ꯗ bbox=[49, 515, 98, 521]
left-col-divider bbox=[101, 212, 102, 1137]
mid-story-3 bbox=[560, 518, 739, 730]
low-right-photo bbox=[463, 757, 737, 907]
poll-yes-label[interactable]: Yes bbox=[8, 728, 19, 735]
mid-story-1 bbox=[106, 518, 280, 730]
top-story-col2: ꯃꯅꯤꯄꯨꯔꯒꯤ ꯁꯔꯀꯥꯔꯅ ꯑꯅꯧꯕ ꯊꯧꯔꯥꯡ ꯑꯃ ꯁꯦꯝꯃꯤ ꯍꯥꯌꯅ ꯇꯥꯛꯂꯦ ꯃꯤꯌꯥꯝꯒꯤ ꯑꯣꯏꯅ ꯃꯔꯨ ꯑꯣꯏꯕ ꯊꯧꯔꯝ ꯄꯥꯡꯊꯣꯛꯂꯦ ꯃꯐꯝ ꯄꯨꯝꯅꯃꯛꯇ ꯂꯩꯕꯥꯛ ꯑꯁꯤꯒꯤ ꯃꯤꯌꯥꯝꯅ ꯌꯥꯝꯅ ꯊꯧꯅ ꯂꯩꯕ ꯑꯃꯁꯨꯡ bbox=[221, 410, 335, 449]
logo-bird-icon bbox=[10, 10, 70, 42]
poll-result-question bbox=[5, 791, 97, 830]
bottom-story bbox=[106, 958, 739, 1128]
